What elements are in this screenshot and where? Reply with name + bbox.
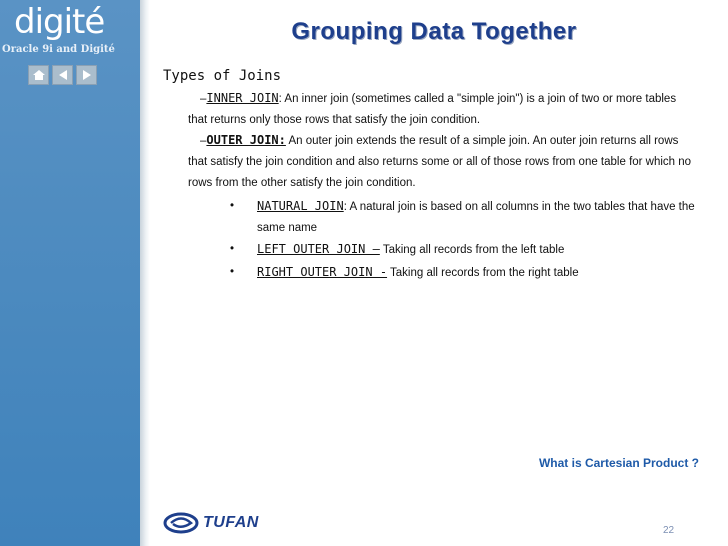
tufan-brand: TUFAN <box>203 514 259 531</box>
right-outer-join-term: RIGHT OUTER JOIN - <box>257 265 388 279</box>
next-slide-button[interactable] <box>76 65 97 85</box>
outer-join-dash: – <box>200 135 207 147</box>
bullet-icon: • <box>230 266 235 278</box>
slide-title: Grouping Data Together <box>291 18 577 45</box>
outer-join-paragraph <box>188 130 698 194</box>
inner-join-text: : An inner join (sometimes called a "simple join") is a join of two or more tables that returns only those rows that satisfy the join condition. <box>188 93 677 126</box>
page-number: 22 <box>663 525 675 536</box>
sidebar-edge <box>140 0 150 546</box>
section-heading: Types of Joins <box>163 68 282 84</box>
tufan-swirl-icon <box>163 512 199 534</box>
left-outer-join-term: LEFT OUTER JOIN – <box>257 242 380 256</box>
cartesian-product-link[interactable]: What is Cartesian Product ? <box>538 456 699 470</box>
previous-slide-button[interactable] <box>52 65 73 85</box>
bullet-icon: • <box>230 243 235 255</box>
list-item <box>230 196 695 239</box>
home-button[interactable] <box>28 65 49 85</box>
home-icon <box>32 69 46 81</box>
list-item <box>230 239 695 261</box>
digite-logo: digité <box>14 2 105 42</box>
outer-join-term: OUTER JOIN: <box>206 133 286 147</box>
natural-join-text: : A natural join is based on all columns in the two tables that have the same name <box>257 201 695 234</box>
forward-arrow-icon <box>81 69 93 81</box>
inner-join-dash: – <box>200 93 207 105</box>
inner-join-paragraph <box>188 88 698 131</box>
outer-join-text: An outer join extends the result of a simple join. An outer join returns all rows that satisfy the join condition and also returns some or all of those rows from one table for which no rows from the other satisfy the join condition. <box>188 135 692 189</box>
sidebar-tagline: Oracle 9i and Digité <box>2 44 115 55</box>
natural-join-term: NATURAL JOIN <box>257 199 344 213</box>
sidebar <box>0 0 140 546</box>
slide-nav <box>28 65 97 85</box>
tufan-logo <box>163 512 259 534</box>
inner-join-term: INNER JOIN <box>206 91 279 105</box>
left-outer-join-text: Taking all records from the left table <box>379 244 565 256</box>
list-item <box>230 262 695 284</box>
back-arrow-icon <box>57 69 69 81</box>
right-outer-join-text: Taking all records from the right table <box>387 267 579 279</box>
bullet-icon: • <box>230 200 235 212</box>
